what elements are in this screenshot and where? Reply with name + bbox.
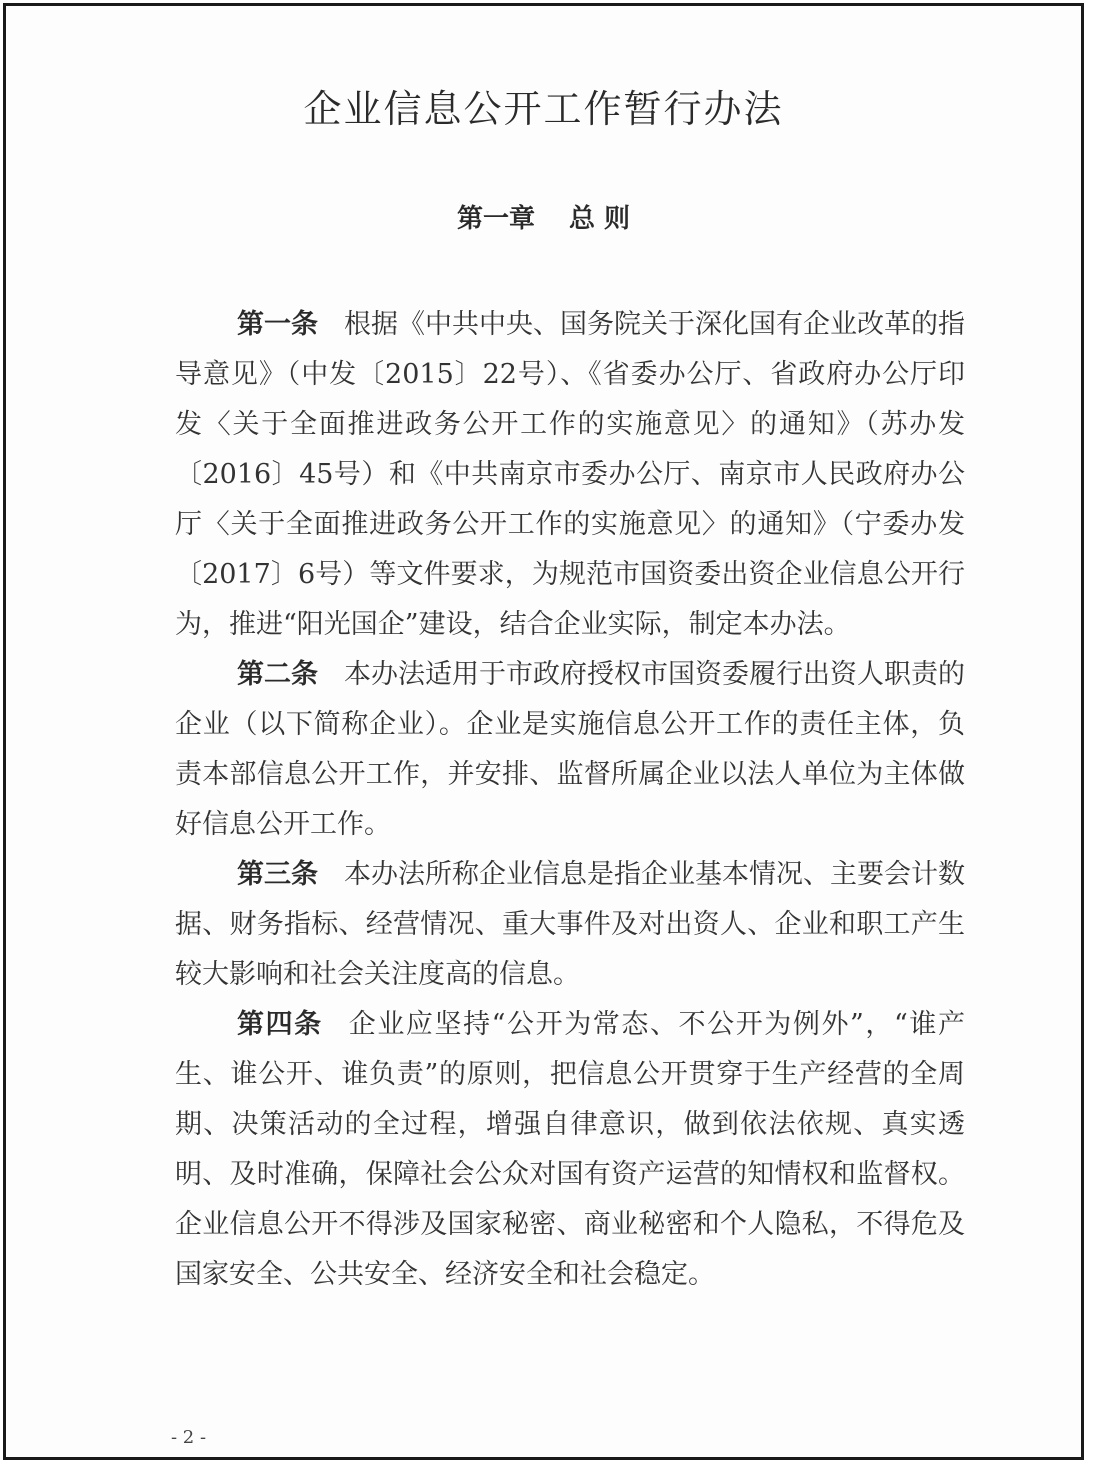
chapter-heading xyxy=(6,201,1081,237)
article-label: 第四条 xyxy=(237,1009,323,1040)
article-label: 第一条 xyxy=(237,309,318,340)
chapter-name: 总 则 xyxy=(568,204,631,234)
article-1 xyxy=(175,300,965,650)
article-4 xyxy=(175,1000,965,1300)
document-body xyxy=(175,300,965,1300)
article-2 xyxy=(175,650,965,850)
document-title: 企业信息公开工作暂行办法 xyxy=(303,87,784,131)
article-text: 根据《中共中央、国务院关于深化国有企业改革的指导意见》（中发〔2015〕22号）、《省委办公厅、省政府办公厅印发〈关于全面推进政务公开工作的实施意见〉的通知》（苏办发〔2016〕45号）和《中共南京市委办公厅、南京市人民政府办公厅〈关于全面推进政务公开工作的实施意见〉的通知》（宁委办发〔2017〕6号）等文件要求，为规范市国资委出资企业信息公开行为，推进“阳光国企”建设，结合企业实际，制定本办法。 xyxy=(175,309,965,640)
article-label: 第三条 xyxy=(237,859,318,890)
article-3 xyxy=(175,850,965,1000)
page-number: - 2 - xyxy=(171,1427,207,1448)
chapter-number: 第一章 xyxy=(456,204,535,234)
article-text: 本办法适用于市政府授权市国资委履行出资人职责的企业（以下简称企业）。企业是实施信息公开工作的责任主体，负责本部信息公开工作，并安排、监督所属企业以法人单位为主体做好信息公开工作。 xyxy=(175,659,965,840)
article-label: 第二条 xyxy=(237,659,318,690)
article-text: 本办法所称企业信息是指企业基本情况、主要会计数据、财务指标、经营情况、重大事件及对出资人、企业和职工产生较大影响和社会关注度高的信息。 xyxy=(175,859,965,990)
article-text: 企业应坚持“公开为常态、不公开为例外”，“谁产生、谁公开、谁负责”的原则，把信息公开贯穿于生产经营的全周期、决策活动的全过程，增强自律意识，做到依法依规、真实透明、及时准确，保障社会公众对国有资产运营的知情权和监督权。企业信息公开不得涉及国家秘密、商业秘密和个人隐私，不得危及国家安全、公共安全、经济安全和社会稳定。 xyxy=(175,1009,965,1290)
document-page xyxy=(3,3,1084,1460)
